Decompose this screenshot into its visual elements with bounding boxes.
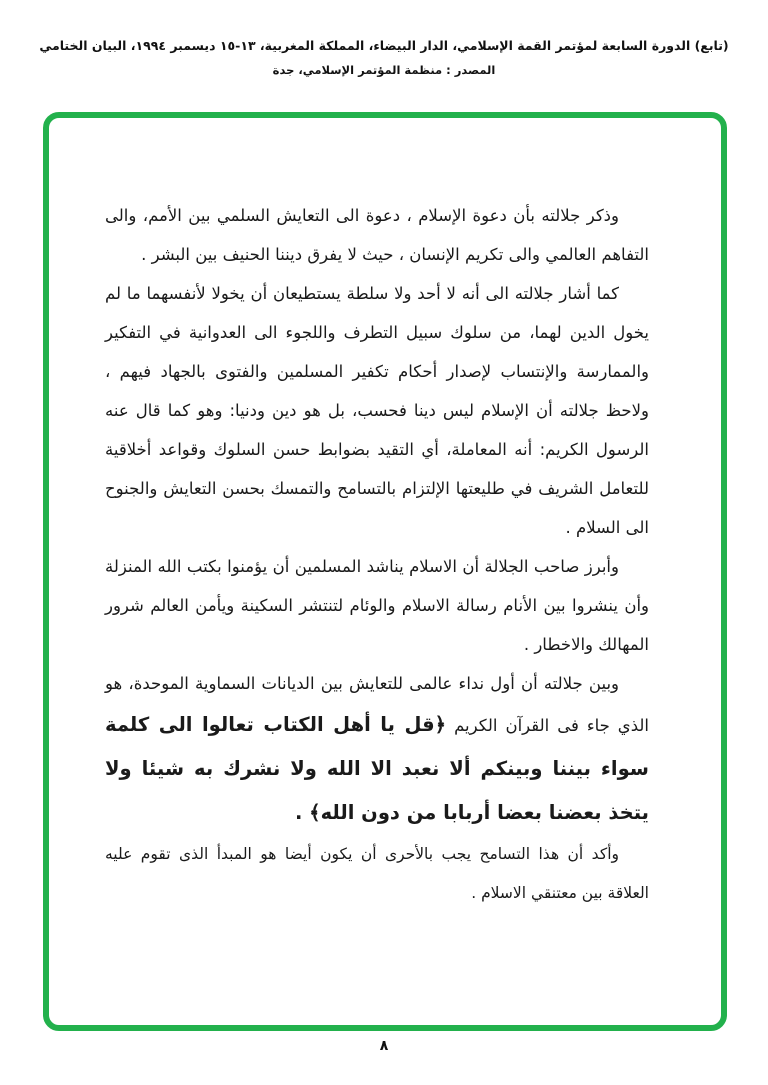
document-header <box>0 38 768 77</box>
paragraph-2: كما أشار جلالته الى أنه لا أحد ولا سلطة يستطيعان أن يخولا لأنفسهما ما لم يخول الدين لهما، من سلوك سبيل التطرف واللجوء الى العدوانية في التفكير والممارسة والإنتساب لإصدار أحكام تكفير المسلمين والفتوى بالجهاد فيهم ، ولاحظ جلالته أن الإسلام ليس دينا فحسب، بل هو دين ودنيا: وهو كما قال عنه الرسول الكريم: أنه المعاملة، أي التقيد بضوابط حسن السلوك وقواعد أخلاقية للتعامل الشريف في طليعتها الإلتزام بالتسامح والتمسك بحسن التعايش والجنوح الى السلام . <box>105 284 649 537</box>
closing-paragraph: وأكد أن هذا التسامح يجب بالأحرى أن يكون أيضا هو المبدأ الذى تقوم عليه العلاقة بين معتنقي الاسلام . <box>105 845 649 902</box>
page-number: ٨ <box>379 1038 389 1054</box>
paragraph-3: وأبرز صاحب الجلالة أن الاسلام يناشد المسلمين أن يؤمنوا بكتب الله المنزلة وأن ينشروا بين الأنام رسالة الاسلام والوئام لتنتشر السكينة ويأمن العالم شرور المهالك والاخطار . <box>105 557 649 654</box>
paragraph-4-with-quran-quote <box>105 664 649 835</box>
body-text <box>105 196 649 913</box>
header-source-line: المصدر : منظمة المؤتمر الإسلامي، جدة <box>272 63 496 77</box>
header-title: (تابع) الدورة السابعة لمؤتمر القمة الإسلامي، الدار البيضاء، المملكة المغربية، ١٣-١٥ ديسمبر ١٩٩٤، البيان الختامي <box>39 38 729 53</box>
paragraph-1: وذكر جلالته بأن دعوة الإسلام ، دعوة الى التعايش السلمي بين الأمم، والى التفاهم العالمي والى تكريم الإنسان ، حيث لا يفرق ديننا الحنيف بين البشر . <box>105 206 649 264</box>
quran-quote-text: ﴿قل يا أهل الكتاب تعالوا الى كلمة سواء بيننا وبينكم ألا نعبد الا الله ولا نشرك به شيئا ولا يتخذ بعضنا بعضا أربابا من دون الله﴾ . <box>105 713 649 824</box>
quote-lead-text: وبين جلالته أن أول نداء عالمى للتعايش بين الديانات السماوية الموحدة، هو الذي جاء فى القرآن الكريم <box>105 674 649 735</box>
green-border-frame <box>43 112 727 1031</box>
